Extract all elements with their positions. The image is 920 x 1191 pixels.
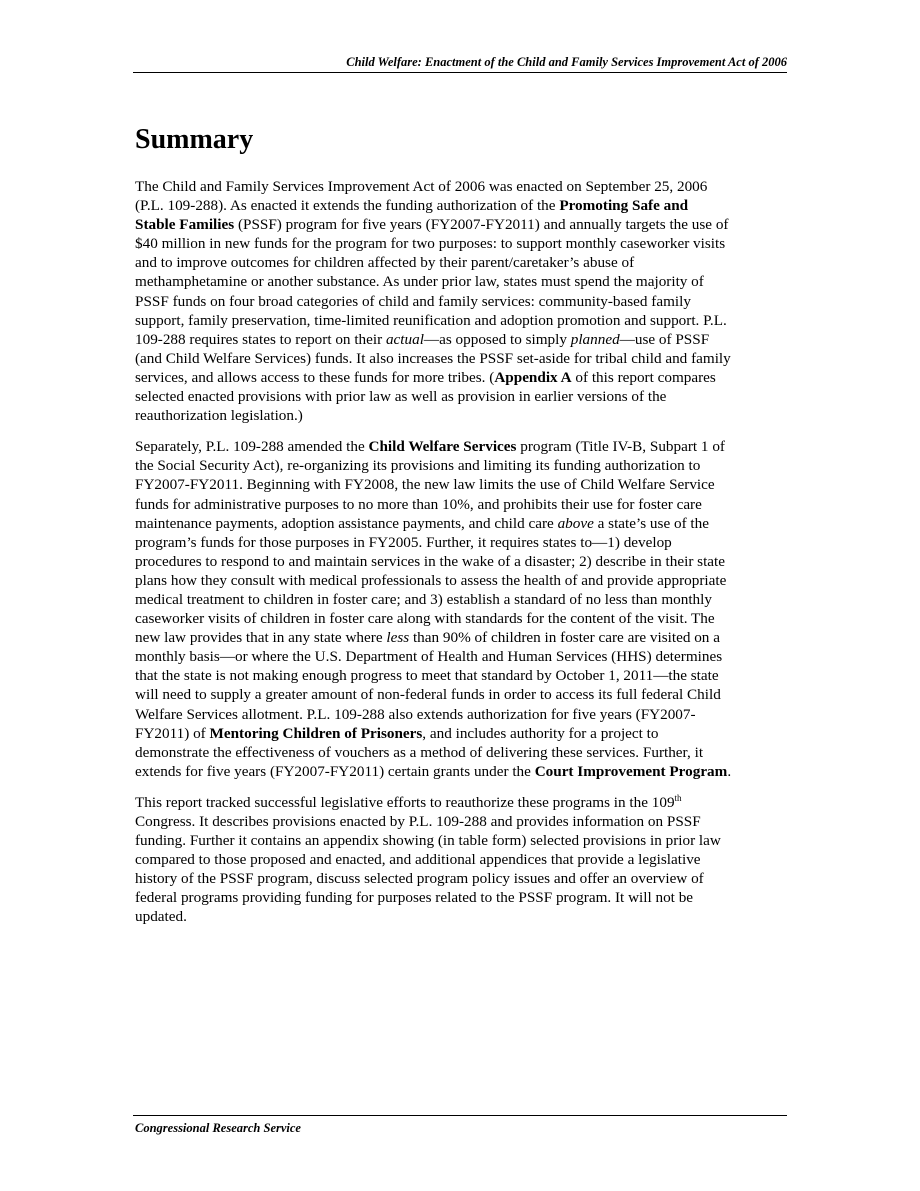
text-run: new law provides that in any state where <box>135 629 387 647</box>
summary-body <box>135 177 787 939</box>
paragraph-1 <box>135 177 787 425</box>
superscript: th <box>674 792 682 803</box>
text-run: support, family preservation, time-limited reunification and adoption promotion and support. P.L. <box>135 311 727 329</box>
footer-divider <box>133 1115 787 1116</box>
text-line <box>135 793 787 812</box>
text-line <box>135 406 787 425</box>
text-run: —use of PSSF <box>619 330 710 348</box>
paragraph-3 <box>135 793 787 927</box>
text-run: the Social Security Act), re-organizing its provisions and limiting its funding authorization to <box>135 457 701 475</box>
text-line <box>135 812 787 831</box>
paragraph-2 <box>135 437 787 781</box>
bold-text: Promoting Safe and <box>559 197 689 215</box>
text-run: federal programs providing funding for purposes related to the PSSF program. It will not be <box>135 889 694 907</box>
running-header-title: Child Welfare: Enactment of the Child and Family Services Improvement Act of 2006 <box>346 55 787 69</box>
text-line <box>135 272 787 291</box>
text-line <box>135 907 787 926</box>
text-line <box>135 177 787 196</box>
text-line <box>135 628 787 647</box>
text-run: medical treatment to children in foster care; and 3) establish a standard of no less than monthly <box>135 590 712 608</box>
italic-text: above <box>557 514 594 532</box>
text-line <box>135 571 787 590</box>
section-title: Summary <box>135 124 254 155</box>
text-line <box>135 685 787 704</box>
text-line <box>135 349 787 368</box>
text-run: FY2007-FY2011. Beginning with FY2008, the new law limits the use of Child Welfare Service <box>135 476 715 494</box>
text-line <box>135 475 787 494</box>
text-run: a state’s use of the <box>593 514 709 532</box>
text-run: will need to supply a greater amount of non-federal funds in order to access its full federal Child <box>135 686 721 704</box>
text-run: (and Child Welfare Services) funds. It also increases the PSSF set-aside for tribal child and family <box>135 349 731 367</box>
italic-text: less <box>386 629 410 647</box>
text-run: selected enacted provisions with prior law as well as provision in earlier versions of the <box>135 388 667 406</box>
text-line <box>135 666 787 685</box>
text-run: of this report compares <box>571 368 716 386</box>
text-line <box>135 850 787 869</box>
text-line <box>135 590 787 609</box>
text-line <box>135 387 787 406</box>
text-run: (PSSF) program for five years (FY2007-FY2011) and annually targets the use of <box>234 216 729 234</box>
text-run: history of the PSSF program, discuss selected program policy issues and offer an overview of <box>135 870 704 888</box>
text-line <box>135 869 787 888</box>
text-run: reauthorization legislation.) <box>135 407 303 425</box>
text-run: PSSF funds on four broad categories of child and family services: community-based family <box>135 292 691 310</box>
text-run: procedures to respond to and maintain services in the wake of a disaster; 2) describe in their state <box>135 552 726 570</box>
text-run: 109-288 requires states to report on their <box>135 330 386 348</box>
text-run: —as opposed to simply <box>423 330 571 348</box>
bold-text: Appendix A <box>494 368 572 386</box>
bold-text: Mentoring Children of Prisoners <box>209 724 423 742</box>
text-run: compared to those proposed and enacted, and additional appendices that provide a legislative <box>135 851 701 869</box>
text-run: services, and allows access to these funds for more tribes. ( <box>135 368 495 386</box>
text-run: . <box>727 762 732 780</box>
bold-text: Stable Families <box>135 216 235 234</box>
text-line <box>135 647 787 666</box>
running-footer-organization: Congressional Research Service <box>135 1121 301 1135</box>
text-line <box>135 196 787 215</box>
italic-text: planned <box>570 330 620 348</box>
text-line <box>135 514 787 533</box>
text-run: , and includes authority for a project to <box>422 724 659 742</box>
text-run: program’s funds for those purposes in FY2005. Further, it requires states to—1) develop <box>135 533 672 551</box>
text-line <box>135 368 787 387</box>
text-line <box>135 456 787 475</box>
text-run: (P.L. 109-288). As enacted it extends the funding authorization of the <box>135 197 560 215</box>
text-line <box>135 311 787 330</box>
bold-text: Court Improvement Program <box>534 762 728 780</box>
text-run: Welfare Services allotment. P.L. 109-288 also extends authorization for five years (FY2007- <box>135 705 696 723</box>
bold-text: Child Welfare Services <box>368 438 517 456</box>
text-line <box>135 609 787 628</box>
text-run: Congress. It describes provisions enacted by P.L. 109-288 and provides information on PSSF <box>135 813 701 830</box>
italic-text: actual <box>385 330 424 348</box>
text-run: The Child and Family Services Improvement Act of 2006 was enacted on September 25, 2006 <box>135 178 708 195</box>
text-line <box>135 437 787 456</box>
text-run: updated. <box>135 908 187 926</box>
text-run: extends for five years (FY2007-FY2011) certain grants under the <box>135 762 535 780</box>
text-line <box>135 552 787 571</box>
text-run: Separately, P.L. 109-288 amended the <box>135 438 369 456</box>
text-run: funding. Further it contains an appendix showing (in table form) selected provisions in prior law <box>135 832 721 850</box>
text-run: caseworker visits of children in foster care along with standards for the content of the visit. The <box>135 610 715 628</box>
text-line <box>135 495 787 514</box>
text-line <box>135 253 787 272</box>
text-line <box>135 724 787 743</box>
text-run: than 90% of children in foster care are visited on a <box>409 629 720 647</box>
text-line <box>135 762 787 781</box>
text-run: methamphetamine or another substance. As under prior law, states must spend the majority of <box>135 273 704 291</box>
text-run: $40 million in new funds for the program for two purposes: to support monthly caseworker visits <box>135 235 726 253</box>
text-run: program (Title IV-B, Subpart 1 of <box>516 438 725 456</box>
header-divider <box>133 72 787 73</box>
text-line <box>135 292 787 311</box>
text-run: that the state is not making enough progress to meet that standard by October 1, 2011—the state <box>135 667 719 685</box>
text-line <box>135 330 787 349</box>
text-line <box>135 215 787 234</box>
text-line <box>135 831 787 850</box>
text-line <box>135 743 787 762</box>
text-run: demonstrate the effectiveness of vouchers as a method of delivering these services. Further, it <box>135 743 704 761</box>
text-line <box>135 888 787 907</box>
text-line <box>135 234 787 253</box>
text-run: This report tracked successful legislative efforts to reauthorize these programs in the 109 <box>135 793 675 811</box>
text-line <box>135 705 787 724</box>
text-run: FY2011) of <box>135 724 210 742</box>
text-run: maintenance payments, adoption assistance payments, and child care <box>135 514 558 532</box>
text-run: and to improve outcomes for children affected by their parent/caretaker’s abuse of <box>135 254 635 272</box>
text-run: plans how they consult with medical professionals to assess the health of and provide appropriate <box>135 571 727 589</box>
text-run: funds for administrative purposes to no more than 10%, and prohibits their use for foster care <box>135 495 702 513</box>
text-line <box>135 533 787 552</box>
text-run: monthly basis—or where the U.S. Department of Health and Human Services (HHS) determines <box>135 648 723 666</box>
